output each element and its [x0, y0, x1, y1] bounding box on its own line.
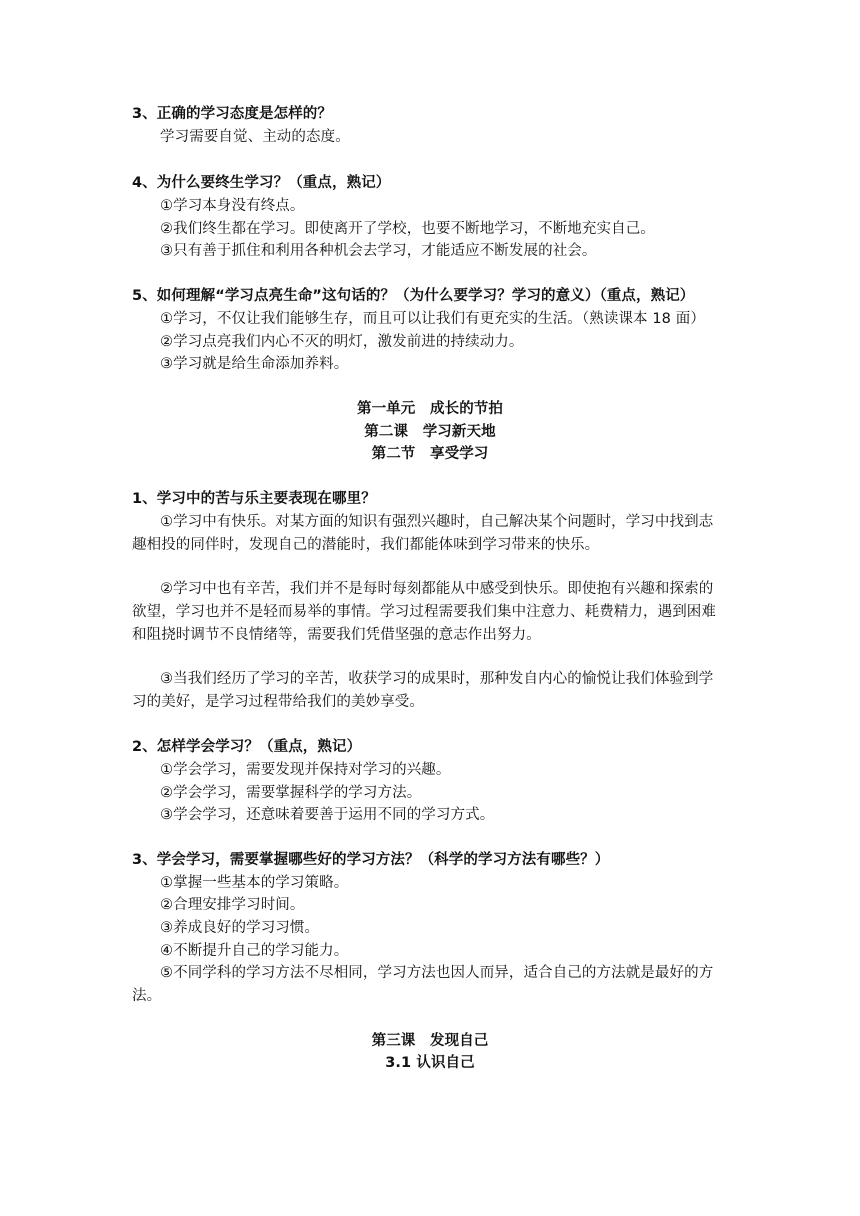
answer-point-continuation: 法。	[132, 988, 162, 1004]
question-heading: 1、学习中的苦与乐主要表现在哪里？	[132, 491, 376, 507]
paragraph-line: ③当我们经历了学习的辛苦，收获学习的成果时，那种发自内心的愉悦让我们体验到学	[160, 671, 714, 687]
answer-point: ③学习就是给生命添加养料。	[160, 356, 349, 372]
answer-point: ②合理安排学习时间。	[160, 897, 305, 913]
paragraph-line: 欲望，学习也并不是轻而易举的事情。学习过程需要我们集中注意力、耗费精力，遇到困难	[132, 604, 716, 620]
answer-point: ②我们终生都在学习。即使离开了学校，也要不断地学习，不断地充实自己。	[160, 221, 655, 237]
answer-point: ②学会学习，需要掌握科学的学习方法。	[160, 785, 422, 801]
question-heading: 4、为什么要终生学习？（重点，熟记）	[132, 175, 391, 191]
section-title: 第二节 享受学习	[371, 446, 489, 462]
answer-point: ①学会学习，需要发现并保持对学习的兴趣。	[160, 762, 451, 778]
answer-point: ②学习点亮我们内心不灭的明灯，激发前进的持续动力。	[160, 334, 524, 350]
question-heading: 3、正确的学习态度是怎样的？	[132, 106, 332, 122]
answer-point: ③学会学习，还意味着要善于运用不同的学习方式。	[160, 807, 495, 823]
paragraph-line: 和阻挠时调节不良情绪等，需要我们凭借坚强的意志作出努力。	[132, 627, 541, 643]
paragraph-line: ①学习中有快乐。对某方面的知识有强烈兴趣时，自己解决某个问题时，学习中找到志	[160, 514, 714, 530]
answer-point: ①学习本身没有终点。	[160, 198, 305, 214]
question-heading: 5、如何理解“学习点亮生命”这句话的？（为什么要学习？学习的意义）（重点，熟记）	[132, 288, 695, 304]
answer-text: 学习需要自觉、主动的态度。	[160, 129, 350, 145]
answer-point: ③只有善于抓住和利用各种机会去学习，才能适应不断发展的社会。	[160, 243, 597, 259]
answer-point: ①掌握一些基本的学习策略。	[160, 875, 349, 891]
answer-point: ④不断提升自己的学习能力。	[160, 943, 349, 959]
question-heading: 2、怎样学会学习？（重点，熟记）	[132, 739, 362, 755]
paragraph-line: 习的美好，是学习过程带给我们的美妙享受。	[132, 694, 424, 710]
question-heading: 3、学会学习，需要掌握哪些好的学习方法？（科学的学习方法有哪些？）	[132, 852, 610, 868]
answer-point: ①学习，不仅让我们能够生存，而且可以让我们有更充实的生活。（熟读课本 18 面）	[160, 311, 705, 327]
answer-point: ⑤不同学科的学习方法不尽相同，学习方法也因人而异，适合自己的方法就是最好的方	[160, 965, 714, 981]
lesson-title: 第三课 发现自己	[371, 1033, 489, 1049]
lesson-title: 第二课 学习新天地	[364, 424, 496, 440]
section-title: 3.1 认识自己	[385, 1055, 475, 1071]
answer-point: ③养成良好的学习习惯。	[160, 920, 320, 936]
paragraph-line: 趣相投的同伴时，发现自己的潜能时，我们都能体味到学习带来的快乐。	[132, 537, 600, 553]
paragraph-line: ②学习中也有辛苦，我们并不是每时每刻都能从中感受到快乐。即使抱有兴趣和探索的	[160, 581, 714, 597]
unit-title: 第一单元 成长的节拍	[357, 401, 503, 417]
